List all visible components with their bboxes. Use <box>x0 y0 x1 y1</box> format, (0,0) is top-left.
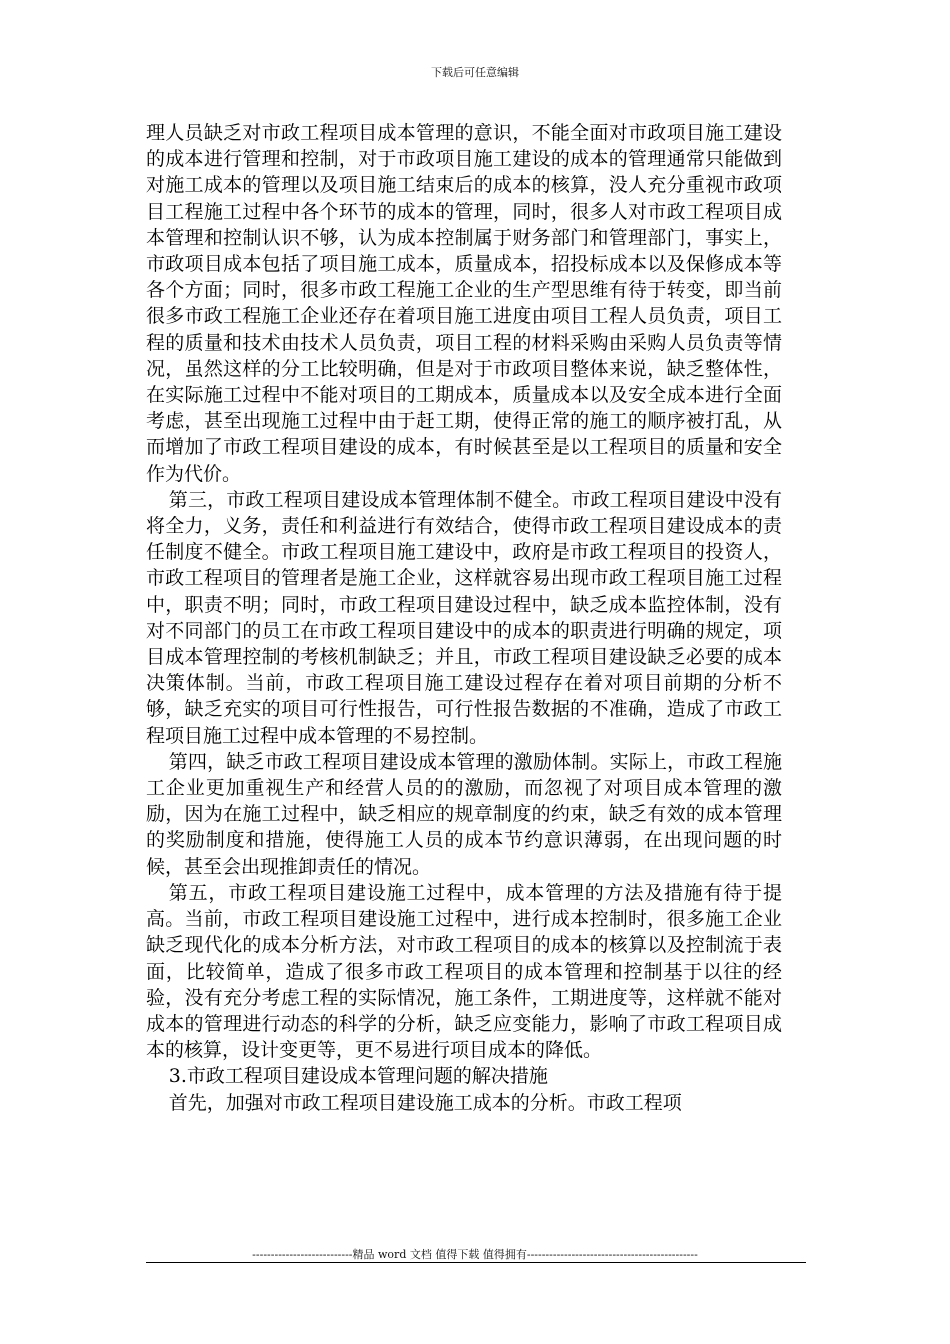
paragraph-fourth-point: 第四，缺乏市政工程项目建设成本管理的激励体制。实际上，市政工程施工企业更加重视生产和经营人员的的激励，而忽视了对项目成本管理的激励，因为在施工过程中，缺乏相应的规章制度的约束，缺乏有效的成本管理的奖励制度和措施，使得施工人员的成本节约意识薄弱，在出现问题的时候，甚至会出现推卸责任的情况。 <box>146 750 782 878</box>
document-body <box>146 120 782 1116</box>
page-footer: ---------------------------精品 word 文档 值得下载 值得拥有---------------------------------------------- <box>252 1248 698 1261</box>
paragraph-fifth-point: 第五，市政工程项目建设施工过程中，成本管理的方法及措施有待于提高。当前，市政工程项目建设施工过程中，进行成本控制时，很多施工企业缺乏现代化的成本分析方法，对市政工程项目的成本的核算以及控制流于表面，比较简单，造成了很多市政工程项目的成本管理和控制基于以往的经验，没有充分考虑工程的实际情况，施工条件，工期进度等，这样就不能对成本的管理进行动态的科学的分析，缺乏应变能力，影响了市政工程项目成本的核算，设计变更等，更不易进行项目成本的降低。 <box>146 881 782 1062</box>
paragraph-first-measure: 首先，加强对市政工程项目建设施工成本的分析。市政工程项 <box>168 1091 682 1114</box>
paragraph-continued: 理人员缺乏对市政工程项目成本管理的意识，不能全面对市政项目施工建设的成本进行管理和控制，对于市政项目施工建设的成本的管理通常只能做到对施工成本的管理以及项目施工结束后的成本的核算，没人充分重视市政项目工程施工过程中各个环节的成本的管理，同时，很多人对市政工程项目成本管理和控制认识不够，认为成本控制属于财务部门和管理部门，事实上，市政项目成本包括了项目施工成本，质量成本，招投标成本以及保修成本等各个方面；同时，很多市政工程施工企业的生产型思维有待于转变，即当前很多市政工程施工企业还存在着项目施工进度由项目工程人员负责，项目工程的质量和技术由技术人员负责，项目工程的材料采购由采购人员负责等情况，虽然这样的分工比较明确，但是对于市政项目整体来说，缺乏整体性，在实际施工过程中不能对项目的工期成本，质量成本以及安全成本进行全面考虑，甚至出现施工过程中由于赶工期，使得正常的施工的顺序被打乱，从而增加了市政工程项目建设的成本，有时候甚至是以工程项目的质量和安全作为代价。 <box>146 122 782 485</box>
footer-divider <box>146 1262 806 1263</box>
page-header: 下载后可任意编辑 <box>431 66 519 79</box>
paragraph-third-point: 第三，市政工程项目建设成本管理体制不健全。市政工程项目建设中没有将全力，义务，责任和利益进行有效结合，使得市政工程项目建设成本的责任制度不健全。市政工程项目施工建设中，政府是市政工程项目的投资人，市政工程项目的管理者是施工企业，这样就容易出现市政工程项目施工过程中，职责不明；同时，市政工程项目建设过程中，缺乏成本监控体制，没有对不同部门的员工在市政工程项目建设中的成本的职责进行明确的规定，项目成本管理控制的考核机制缺乏；并且，市政工程项目建设缺乏必要的成本决策体制。当前，市政工程项目施工建设过程存在着对项目前期的分析不够，缺乏充实的项目可行性报告，可行性报告数据的不准确，造成了市政工程项目施工过程中成本管理的不易控制。 <box>146 488 782 747</box>
section-heading: 3.市政工程项目建设成本管理问题的解决措施 <box>168 1065 548 1088</box>
